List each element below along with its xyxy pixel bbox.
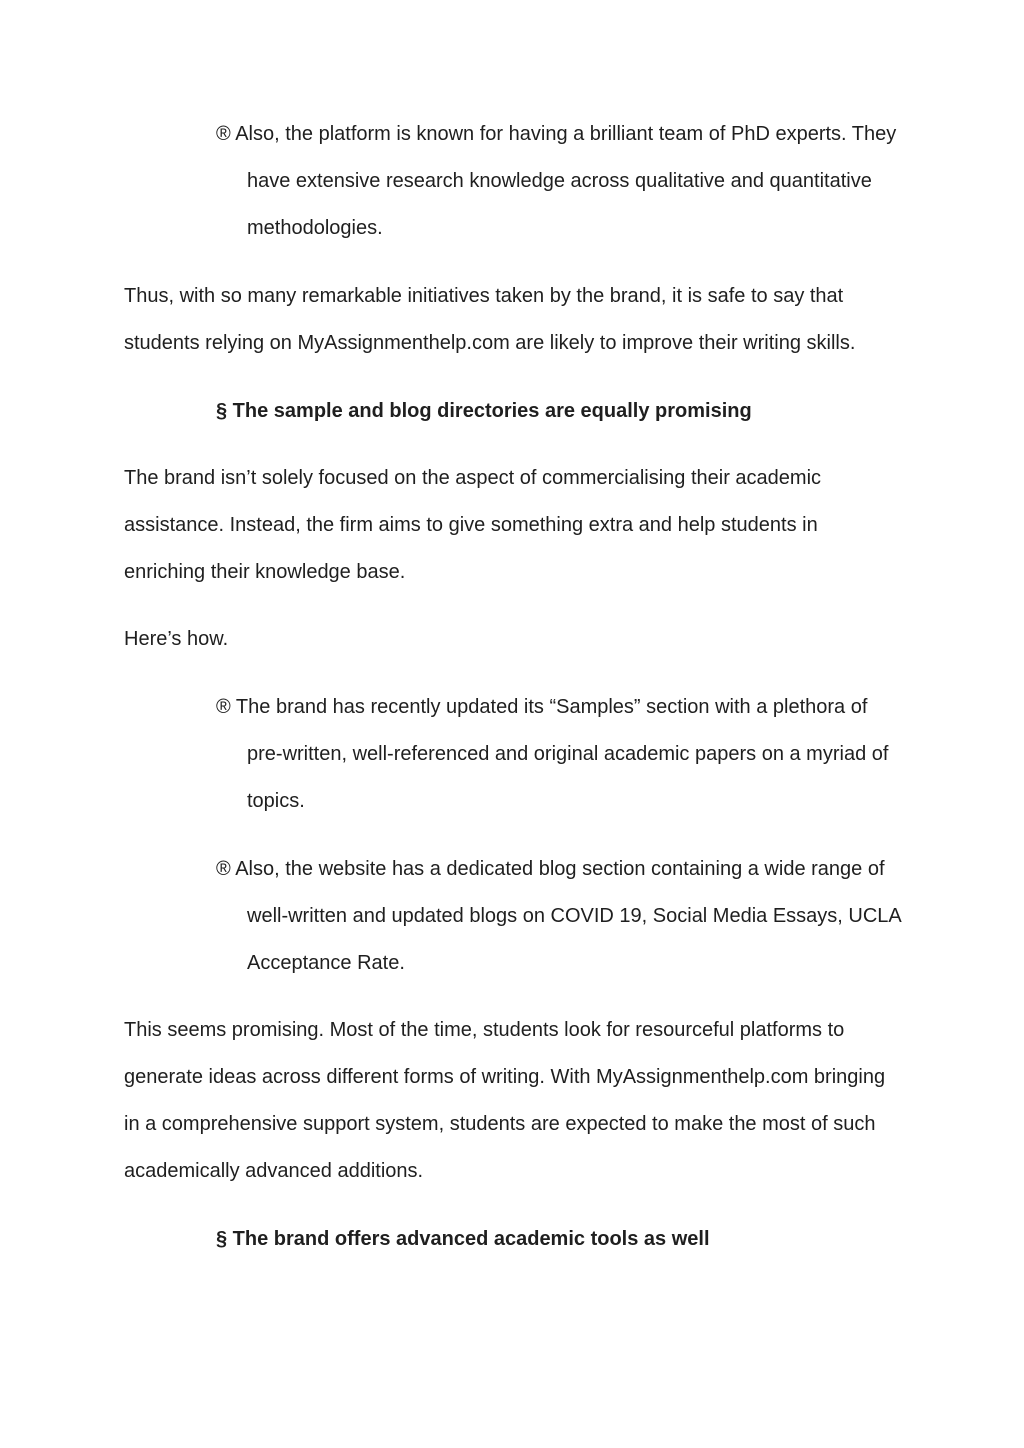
paragraph-knowledge-base: The brand isn’t solely focused on the aspect of commercialising their academic assistance. Instead, the firm aims to give something extra and help students in enriching their knowledge base. — [124, 467, 822, 583]
paragraph-heres-how: Here’s how. — [124, 628, 229, 650]
heading-academic-tools: § The brand offers advanced academic tools as well — [216, 1228, 710, 1250]
bullet-samples-section: ® The brand has recently updated its “Samples” section with a plethora of pre-written, well-referenced and original academic papers on a myriad of topics. — [216, 696, 889, 812]
bullet-phd-experts: ® Also, the platform is known for having a brilliant team of PhD experts. They have extensive research knowledge across qualitative and quantitative methodologies. — [216, 123, 897, 239]
heading-sample-blog-directories: § The sample and blog directories are equally promising — [216, 400, 752, 422]
paragraph-writing-skills: Thus, with so many remarkable initiatives taken by the brand, it is safe to say that students relying on MyAssignmenthelp.com are likely to improve their writing skills. — [124, 285, 856, 354]
paragraph-resourceful-platforms: This seems promising. Most of the time, students look for resourceful platforms to generate ideas across different forms of writing. With MyAssignmenthelp.com bringing in a comprehensive support system, students are expected to make the most of such academically advanced additions. — [124, 1019, 886, 1182]
bullet-blog-section: ® Also, the website has a dedicated blog section containing a wide range of well-written and updated blogs on COVID 19, Social Media Essays, UCLA Acceptance Rate. — [216, 858, 901, 974]
